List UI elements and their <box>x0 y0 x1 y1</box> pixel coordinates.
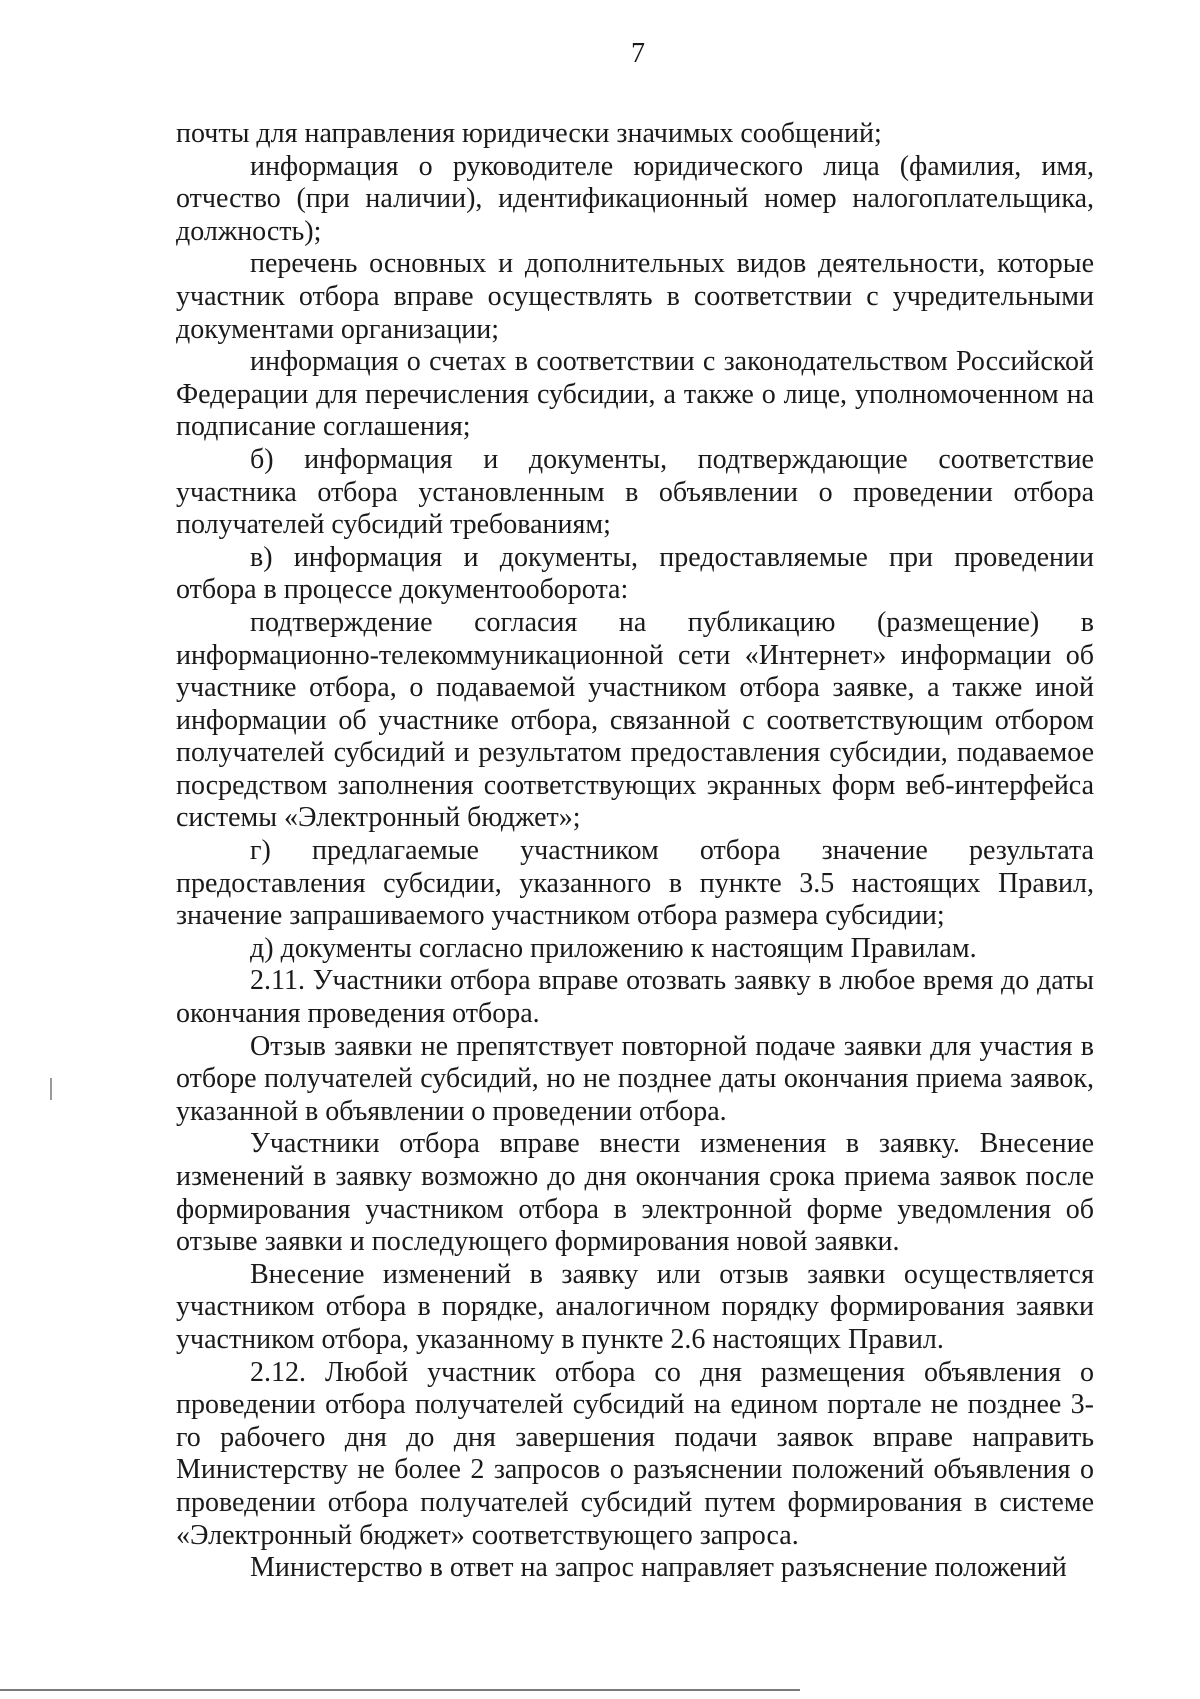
paragraph: г) предлагаемые участником отбора значение результата предоставления субсидии, указанного в пункте 3.5 настоящих Правил, значение запрашиваемого участником отбора размера субсидии; <box>176 835 1094 932</box>
paragraph: информация о счетах в соответствии с законодательством Российской Федерации для перечисления субсидии, а также о лице, уполномоченном на подписание соглашения; <box>176 346 1094 443</box>
page-number: 7 <box>631 38 645 69</box>
paragraph: почты для направления юридически значимых сообщений; <box>176 118 882 149</box>
paragraph: информация о руководителе юридического лица (фамилия, имя, отчество (при наличии), идентификационный номер налогоплательщика, должность); <box>176 150 1094 247</box>
paragraph: 2.11. Участники отбора вправе отозвать заявку в любое время до даты окончания проведения отбора. <box>176 965 1094 1030</box>
paragraph: Министерство в ответ на запрос направляет разъяснение положений <box>250 1552 1067 1584</box>
paragraph: подтверждение согласия на публикацию (размещение) в информационно-телекоммуникационной сети «Интернет» информации об участнике отбора, о подаваемой участником отбора заявке, а также иной информации об участнике отбора, связанной с соответствующим отбором получателей субсидий и результатом предоставления субсидии, подаваемое посредством заполнения соответствующих экранных форм веб-интерфейса системы «Электронный бюджет»; <box>176 606 1094 834</box>
document-body <box>176 118 1094 1585</box>
paragraph: 2.12. Любой участник отбора со дня размещения объявления о проведении отбора получателей субсидий на едином портале не позднее 3-го рабочего дня до дня завершения подачи заявок вправе направить Министерству не более 2 запросов о разъяснении положений объявления о проведении отбора получателей субсидий путем формирования в системе «Электронный бюджет» соответствующего запроса. <box>176 1356 1094 1551</box>
paragraph: Внесение изменений в заявку или отзыв заявки осуществляется участником отбора в порядке, аналогичном порядку формирования заявки участником отбора, указанному в пункте 2.6 настоящих Правил. <box>176 1258 1094 1355</box>
scan-edge-line <box>0 1689 800 1691</box>
paragraph: б) информация и документы, подтверждающие соответствие участника отбора установленным в объявлении о проведении отбора получателей субсидий требованиям; <box>176 443 1094 541</box>
scan-artifact <box>50 1078 52 1100</box>
paragraph: Отзыв заявки не препятствует повторной подаче заявки для участия в отборе получателей субсидий, но не позднее даты окончания приема заявок, указанной в объявлении о проведении отбора. <box>176 1030 1094 1127</box>
paragraph: перечень основных и дополнительных видов деятельности, которые участник отбора вправе осуществлять в соответствии с учредительными документами организации; <box>176 248 1094 345</box>
paragraph: Участники отбора вправе внести изменения в заявку. Внесение изменений в заявку возможно до дня окончания срока приема заявок после формирования участником отбора в электронной форме уведомления об отзыве заявки и последующего формирования новой заявки. <box>176 1128 1094 1258</box>
paragraph: в) информация и документы, предоставляемые при проведении отбора в процессе документооборота: <box>176 541 1094 606</box>
paragraph: д) документы согласно приложению к настоящим Правилам. <box>250 932 977 964</box>
